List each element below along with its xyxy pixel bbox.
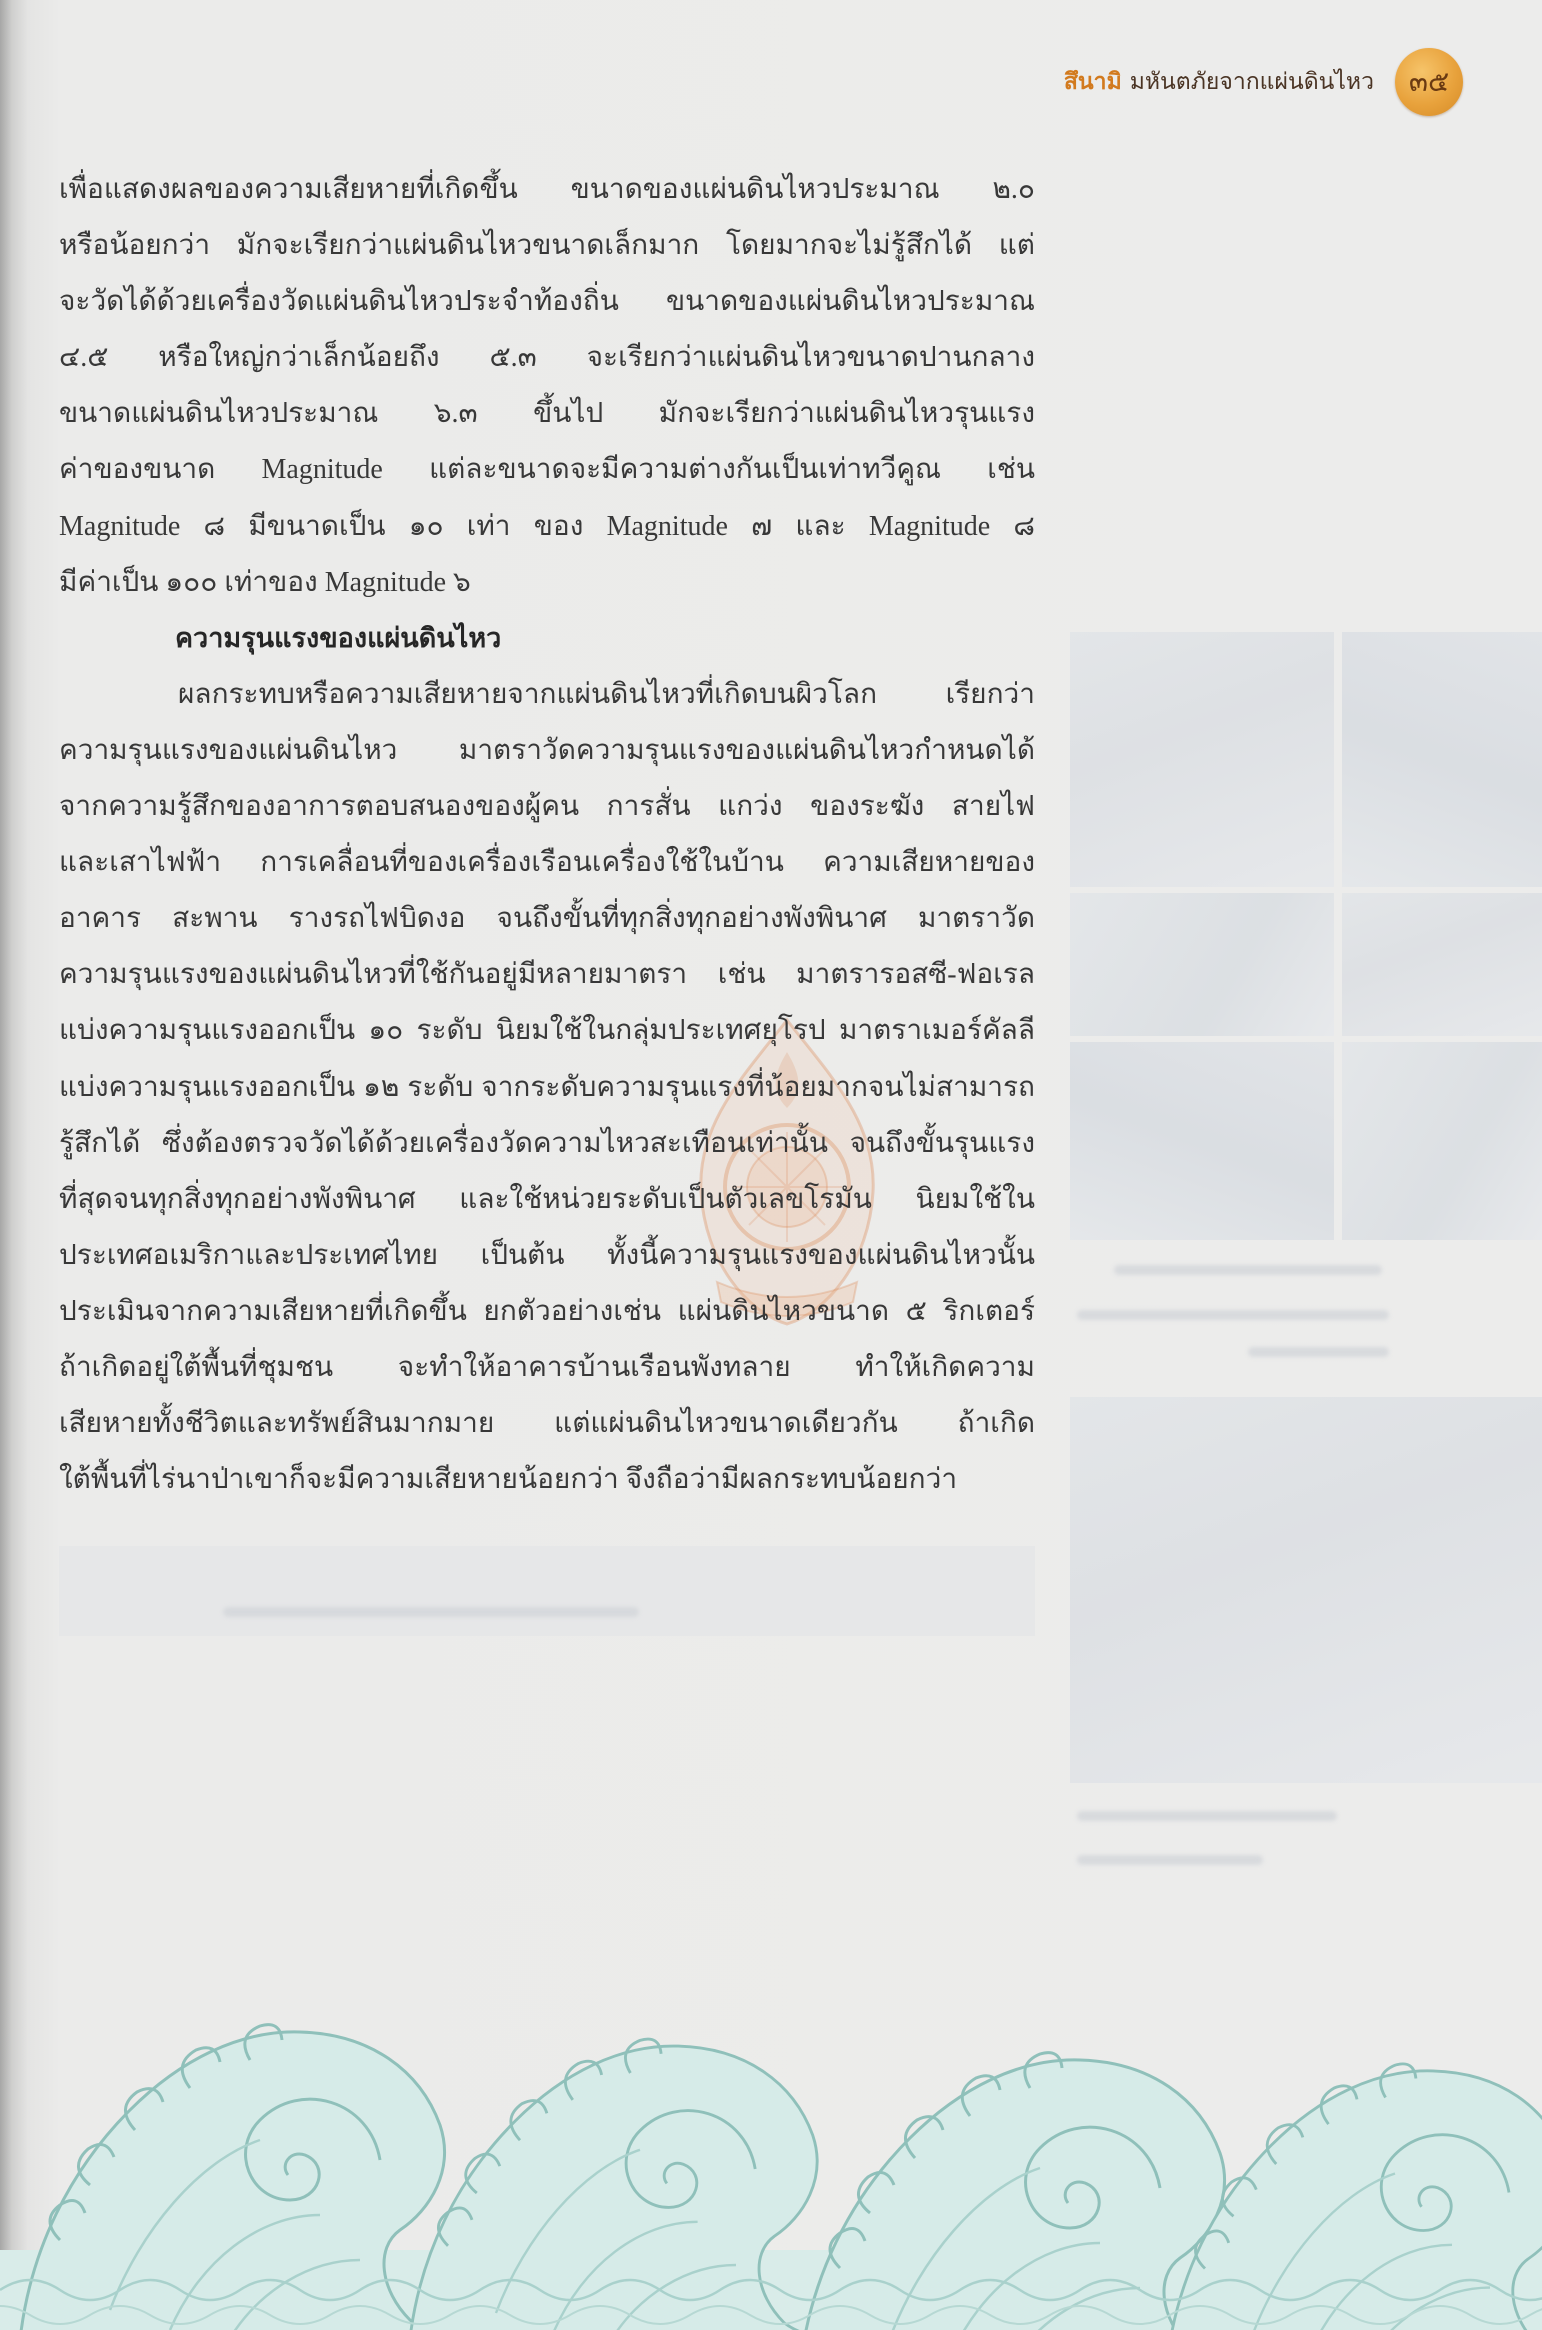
body-line: ประเทศอเมริกาและประเทศไทย เป็นต้น ทั้งนี้ความรุนแรงของแผ่นดินไหวนั้น bbox=[59, 1239, 1035, 1271]
running-header-title: มหันตภัยจากแผ่นดินไหว bbox=[1129, 69, 1374, 95]
faded-caption bbox=[1077, 1855, 1263, 1865]
faded-photo bbox=[1070, 1397, 1542, 1783]
body-text bbox=[59, 162, 1035, 1508]
body-line: ประเมินจากความเสียหายที่เกิดขึ้น ยกตัวอย่างเช่น แผ่นดินไหวขนาด ๕ ริกเตอร์ bbox=[59, 1295, 1035, 1327]
body-line: รู้สึกได้ ซึ่งต้องตรวจวัดได้ด้วยเครื่องวัดความไหวสะเทือนเท่านั้น จนถึงขั้นรุนแรง bbox=[59, 1127, 1035, 1159]
faded-photo bbox=[1342, 1042, 1542, 1240]
body-line: เสียหายทั้งชีวิตและทรัพย์สินมากมาย แต่แผ่นดินไหวขนาดเดียวกัน ถ้าเกิด bbox=[59, 1408, 1035, 1440]
wave-crest bbox=[1167, 2064, 1542, 2330]
body-line: ถ้าเกิดอยู่ใต้พื้นที่ชุมชน จะทำให้อาคารบ้านเรือนพังทลาย ทำให้เกิดความ bbox=[59, 1351, 1035, 1383]
faded-photo bbox=[1342, 893, 1542, 1036]
faded-caption bbox=[1077, 1811, 1337, 1821]
page-number: ๓๕ bbox=[1408, 65, 1450, 98]
faded-caption bbox=[223, 1607, 639, 1617]
body-line: ความรุนแรงของแผ่นดินไหว มาตราวัดความรุนแรงของแผ่นดินไหวกำหนดได้ bbox=[59, 734, 1035, 766]
body-line: จะวัดได้ด้วยเครื่องวัดแผ่นดินไหวประจำท้องถิ่น ขนาดของแผ่นดินไหวประมาณ bbox=[59, 286, 1035, 318]
faded-photo bbox=[1070, 632, 1334, 887]
body-line: ค่าของขนาด Magnitude แต่ละขนาดจะมีความต่างกันเป็นเท่าทวีคูณ เช่น bbox=[59, 454, 1035, 486]
body-line: ความรุนแรงของแผ่นดินไหวที่ใช้กันอยู่มีหลายมาตรา เช่น มาตรารอสซี-ฟอเรล bbox=[59, 959, 1035, 991]
faded-caption bbox=[1248, 1347, 1389, 1357]
body-line: และเสาไฟฟ้า การเคลื่อนที่ของเครื่องเรือนเครื่องใช้ในบ้าน ความเสียหายของ bbox=[59, 847, 1035, 879]
body-line: Magnitude ๘ มีขนาดเป็น ๑๐ เท่า ของ Magnitude ๗ และ Magnitude ๘ bbox=[59, 510, 1035, 542]
faded-photo bbox=[1070, 1042, 1334, 1240]
running-header bbox=[1064, 64, 1374, 100]
body-line: ขนาดแผ่นดินไหวประมาณ ๖.๓ ขึ้นไป มักจะเรียกว่าแผ่นดินไหวรุนแรง bbox=[59, 398, 1035, 430]
body-line: แบ่งความรุนแรงออกเป็น ๑๒ ระดับ จากระดับความรุนแรงที่น้อยมากจนไม่สามารถ bbox=[59, 1071, 1035, 1103]
faded-caption bbox=[1077, 1310, 1389, 1320]
body-line: อาคาร สะพาน รางรถไฟบิดงอ จนถึงขั้นที่ทุกสิ่งทุกอย่างพังพินาศ มาตราวัด bbox=[59, 903, 1035, 935]
body-line: เพื่อแสดงผลของความเสียหายที่เกิดขึ้น ขนาดของแผ่นดินไหวประมาณ ๒.๐ bbox=[59, 174, 1035, 205]
body-line: หรือน้อยกว่า มักจะเรียกว่าแผ่นดินไหวขนาดเล็กมาก โดยมากจะไม่รู้สึกได้ แต่ bbox=[59, 230, 1035, 262]
running-header-highlight: สึนามิ bbox=[1063, 69, 1122, 95]
faded-band bbox=[59, 1546, 1035, 1636]
body-line: ที่สุดจนทุกสิ่งทุกอย่างพังพินาศ และใช้หน่วยระดับเป็นตัวเลขโรมัน นิยมใช้ใน bbox=[59, 1183, 1035, 1215]
body-line: จากความรู้สึกของอาการตอบสนองของผู้คน การสั่น แกว่ง ของระฆัง สายไฟ bbox=[59, 791, 1035, 823]
body-line: ใต้พื้นที่ไร่นาป่าเขาก็จะมีความเสียหายน้อยกว่า จึงถือว่ามีผลกระทบน้อยกว่า bbox=[59, 1464, 958, 1496]
body-line: แบ่งความรุนแรงออกเป็น ๑๐ ระดับ นิยมใช้ในกลุ่มประเทศยุโรป มาตราเมอร์คัลลี bbox=[59, 1015, 1035, 1047]
faded-photo bbox=[1070, 893, 1334, 1036]
faded-photo bbox=[1342, 632, 1542, 887]
body-line: มีค่าเป็น ๑๐๐ เท่าของ Magnitude ๖ bbox=[59, 566, 471, 598]
faded-caption bbox=[1114, 1265, 1382, 1275]
page-number-badge bbox=[1395, 48, 1463, 116]
section-heading: ความรุนแรงของแผ่นดินไหว bbox=[175, 622, 502, 654]
body-line: ผลกระทบหรือความเสียหายจากแผ่นดินไหวที่เกิดบนผิวโลก เรียกว่า bbox=[178, 678, 1035, 710]
wave-decoration bbox=[0, 1950, 1542, 2330]
body-line: ๔.๕ หรือใหญ่กว่าเล็กน้อยถึง ๕.๓ จะเรียกว่าแผ่นดินไหวขนาดปานกลาง bbox=[59, 342, 1035, 374]
